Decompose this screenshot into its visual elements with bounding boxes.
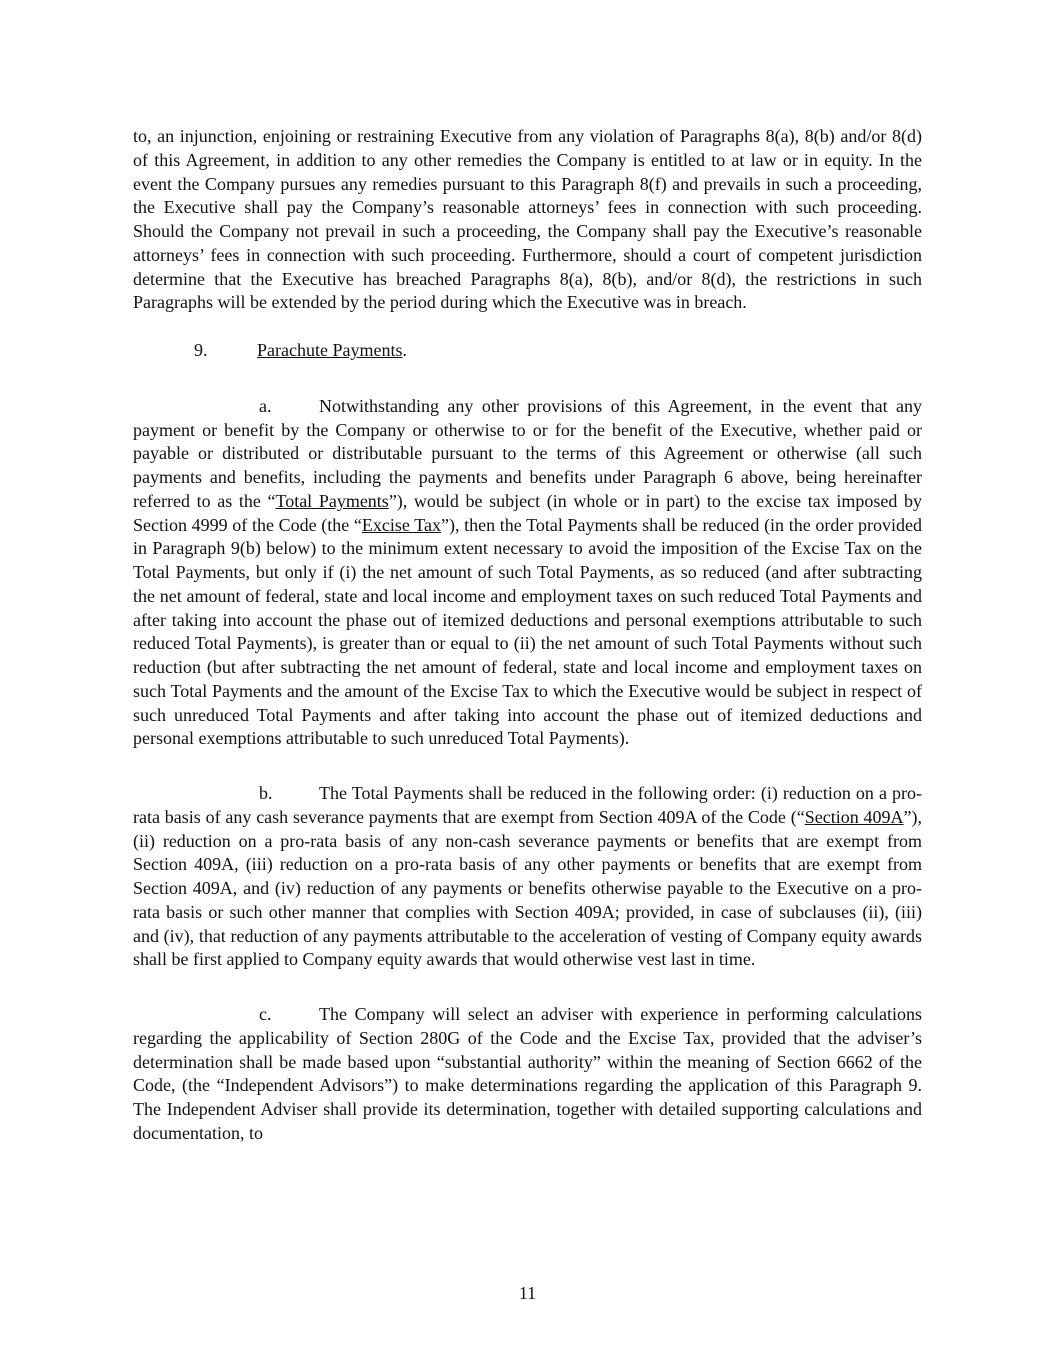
paragraph-text: ”), then the Total Payments shall be reduced (in the order provided in Paragraph 9(b) below) to the minimum extent necessary to avoid the imposition of the Excise Tax on the Total Payments, but only if (i) the net amount of such Total Payments, as so reduced (and after subtracting the net amount of federal, state and local income and employment taxes on such reduced Total Payments and after taking into account the phase out of itemized deductions and personal exemptions attributable to such reduced Total Payments), is greater than or equal to (ii) the net amount of such Total Payments without such reduction (but after subtracting the net amount of federal, state and local income and employment taxes on such Total Payments and the amount of the Excise Tax to which the Executive would be subject in respect of such unreduced Total Payments and after taking into account the phase out of itemized deductions and personal exemptions attributable to such unreduced Total Payments). — [133, 514, 922, 749]
defined-term-section-409a: Section 409A — [804, 806, 904, 827]
paragraph-label: b. — [259, 783, 273, 803]
paragraph-text: ”), (ii) reduction on a pro-rata basis of any non-cash severance payments or benefits that are exempt from Section 409A, (iii) reduction on a pro-rata basis of any other payments or benefits that are exempt from Section 409A, and (iv) reduction of any payments or benefits otherwise payable to the Executive on a pro-rata basis or such other manner that complies with Section 409A; provided, in case of subclauses (ii), (iii) and (iv), that reduction of any payments attributable to the acceleration of vesting of Company equity awards shall be first applied to Company equity awards that would otherwise vest last in time. — [133, 806, 923, 970]
paragraph-text: Notwithstanding any other provisions of this Agreement, in the event that any payment or benefit by the Company or otherwise to or for the benefit of the Executive, whether paid or payable or distributed or distributable pursuant to the terms of this Agreement or otherwise (all such payments and benefits, including the payments and benefits under Paragraph 6 above, being hereinafter referred to as the “ — [133, 395, 922, 511]
paragraph-text: ”), would be subject (in whole or in part) to the excise tax imposed by Section 4999 of the Code (the “ — [133, 490, 922, 535]
paragraph-label: c. — [259, 1004, 272, 1024]
document-page — [133, 125, 922, 1146]
paragraph-8f-continued: to, an injunction, enjoining or restraining Executive from any violation of Paragraphs 8(a), 8(b) and/or 8(d) of this Agreement, in addition to any other remedies the Company is entitled to at law or in equity. In the event the Company pursues any remedies pursuant to this Paragraph 8(f) and prevails in such a proceeding, the Executive shall pay the Company’s reasonable attorneys’ fees in connection with such proceeding. Should the Company not prevail in such a proceeding, the Company shall pay the Executive’s reasonable attorneys’ fees in connection with such proceeding. Furthermore, should a court of competent jurisdiction determine that the Executive has breached Paragraphs 8(a), 8(b), and/or 8(d), the restrictions in such Paragraphs will be extended by the period during which the Executive was in breach. — [133, 126, 922, 313]
paragraph-9a — [133, 395, 922, 751]
section-title-period: . — [402, 340, 407, 360]
paragraph-label: a. — [259, 395, 272, 416]
paragraph-9b — [133, 782, 922, 972]
section-number: 9. — [194, 340, 208, 360]
paragraph-text: The Company will select an adviser with experience in performing calculations regarding the applicability of Section 280G of the Code and the Excise Tax, provided that the adviser’s determination shall be made based upon “substantial authority” within the meaning of Section 6662 of the Code, (the “Independent Advisors”) to make determinations regarding the application of this Paragraph 9. The Independent Adviser shall provide its determination, together with detailed supporting calculations and documentation, to — [133, 1004, 922, 1143]
paragraph-9c — [133, 1003, 922, 1146]
section-title: Parachute Payments — [257, 340, 403, 360]
paragraph-text: The Total Payments shall be reduced in the following order: (i) reduction on a pro-rata basis of any cash severance payments that are exempt from Section 409A of the Code (“ — [133, 783, 922, 827]
section-9-heading — [133, 339, 922, 363]
page-number: 11 — [518, 1283, 537, 1303]
defined-term-total-payments: Total Payments — [275, 490, 389, 511]
defined-term-excise-tax: Excise Tax — [361, 514, 441, 535]
